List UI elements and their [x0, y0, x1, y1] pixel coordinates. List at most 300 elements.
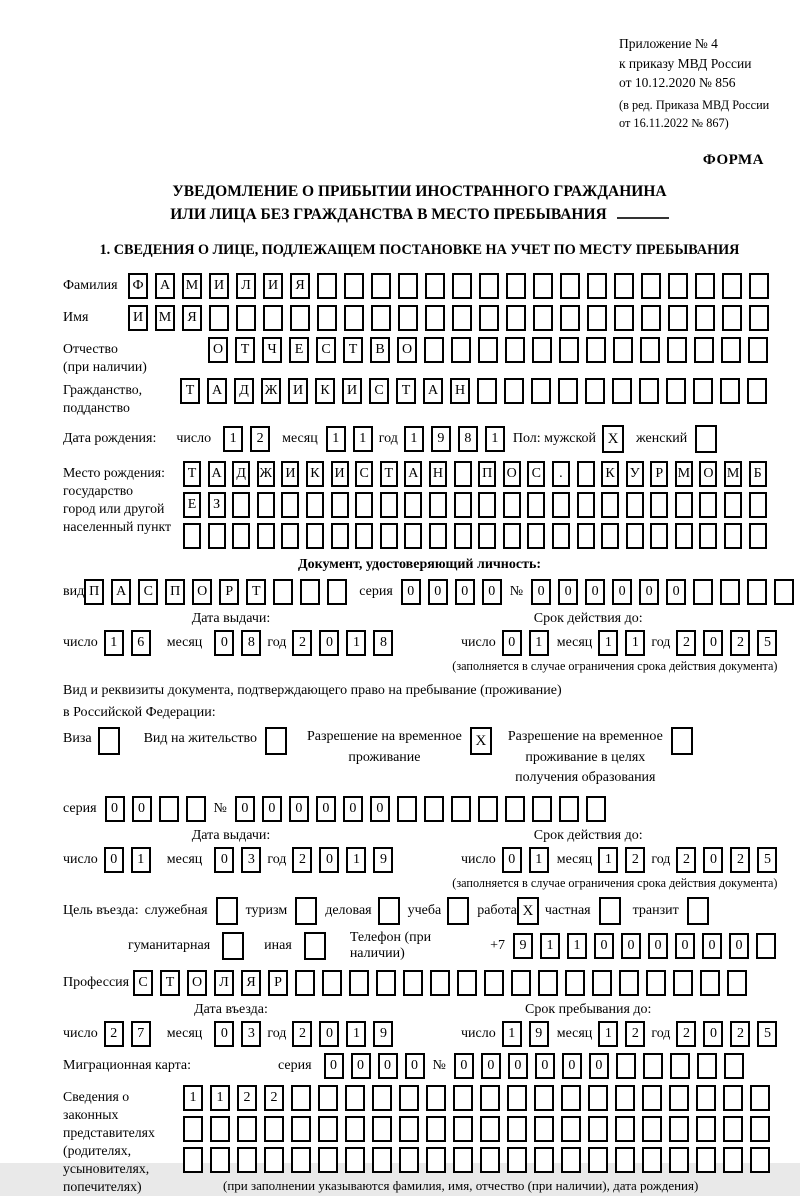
char-cell[interactable]	[640, 337, 660, 363]
char-cell[interactable]	[264, 1116, 284, 1142]
char-cell[interactable]: М	[724, 461, 742, 487]
char-cell[interactable]: А	[111, 579, 131, 605]
char-cell[interactable]: Д	[234, 378, 254, 404]
char-cell[interactable]	[720, 378, 740, 404]
char-cell[interactable]: А	[423, 378, 443, 404]
char-cell[interactable]	[527, 523, 545, 549]
char-cell[interactable]: 1	[353, 426, 373, 452]
char-cell[interactable]: 0	[639, 579, 659, 605]
checkbox-private[interactable]	[599, 897, 621, 925]
char-cell[interactable]	[561, 1085, 581, 1111]
char-cell[interactable]	[257, 492, 275, 518]
char-cell[interactable]	[588, 1085, 608, 1111]
char-cell[interactable]	[479, 305, 499, 331]
char-cell[interactable]: Т	[235, 337, 255, 363]
char-cell[interactable]: 0	[214, 1021, 234, 1047]
char-cell[interactable]	[355, 523, 373, 549]
char-cell[interactable]	[503, 523, 521, 549]
char-cell[interactable]: И	[342, 378, 362, 404]
char-cell[interactable]: 2	[676, 630, 696, 656]
char-cell[interactable]: 2	[625, 1021, 645, 1047]
char-cell[interactable]: С	[369, 378, 389, 404]
char-cell[interactable]: 1	[598, 630, 618, 656]
char-cell[interactable]	[747, 579, 767, 605]
char-cell[interactable]	[643, 1053, 663, 1079]
char-cell[interactable]: 9	[373, 847, 393, 873]
char-cell[interactable]	[615, 1147, 635, 1173]
char-cell[interactable]: 0	[319, 847, 339, 873]
char-cell[interactable]	[615, 1085, 635, 1111]
char-cell[interactable]	[380, 492, 398, 518]
char-cell[interactable]	[399, 1147, 419, 1173]
char-cell[interactable]: 2	[292, 1021, 312, 1047]
checkbox-study[interactable]	[447, 897, 469, 925]
char-cell[interactable]: 0	[703, 847, 723, 873]
char-cell[interactable]: 0	[343, 796, 363, 822]
char-cell[interactable]	[694, 337, 714, 363]
char-cell[interactable]: 0	[105, 796, 125, 822]
char-cell[interactable]: 8	[458, 426, 478, 452]
char-cell[interactable]: 7	[131, 1021, 151, 1047]
char-cell[interactable]	[183, 1147, 203, 1173]
char-cell[interactable]	[641, 305, 661, 331]
char-cell[interactable]: 1	[598, 847, 618, 873]
char-cell[interactable]: О	[208, 337, 228, 363]
char-cell[interactable]	[295, 970, 315, 996]
char-cell[interactable]	[404, 492, 422, 518]
char-cell[interactable]	[454, 461, 472, 487]
char-cell[interactable]	[318, 1116, 338, 1142]
char-cell[interactable]	[696, 1147, 716, 1173]
char-cell[interactable]	[641, 273, 661, 299]
char-cell[interactable]: 0	[428, 579, 448, 605]
char-cell[interactable]	[403, 970, 423, 996]
char-cell[interactable]: М	[155, 305, 175, 331]
char-cell[interactable]: 0	[214, 630, 234, 656]
char-cell[interactable]	[560, 273, 580, 299]
char-cell[interactable]: 0	[319, 630, 339, 656]
char-cell[interactable]	[587, 273, 607, 299]
char-cell[interactable]: Т	[160, 970, 180, 996]
char-cell[interactable]	[424, 337, 444, 363]
char-cell[interactable]	[559, 796, 579, 822]
char-cell[interactable]	[281, 492, 299, 518]
char-cell[interactable]	[533, 273, 553, 299]
char-cell[interactable]	[561, 1147, 581, 1173]
checkbox-official[interactable]	[216, 897, 238, 925]
char-cell[interactable]: 0	[502, 630, 522, 656]
char-cell[interactable]: О	[503, 461, 521, 487]
char-cell[interactable]	[290, 305, 310, 331]
checkbox-humanitarian[interactable]	[222, 932, 244, 960]
char-cell[interactable]: 0	[104, 847, 124, 873]
char-cell[interactable]: С	[355, 461, 373, 487]
char-cell[interactable]	[723, 1147, 743, 1173]
char-cell[interactable]	[588, 1116, 608, 1142]
char-cell[interactable]	[380, 523, 398, 549]
char-cell[interactable]	[399, 1116, 419, 1142]
char-cell[interactable]: 2	[676, 1021, 696, 1047]
char-cell[interactable]: У	[626, 461, 644, 487]
char-cell[interactable]: Л	[236, 273, 256, 299]
checkbox-other[interactable]	[304, 932, 326, 960]
char-cell[interactable]	[774, 579, 794, 605]
char-cell[interactable]	[673, 970, 693, 996]
char-cell[interactable]	[534, 1147, 554, 1173]
char-cell[interactable]	[723, 1085, 743, 1111]
char-cell[interactable]	[480, 1147, 500, 1173]
char-cell[interactable]	[208, 523, 226, 549]
char-cell[interactable]: О	[187, 970, 207, 996]
char-cell[interactable]	[371, 305, 391, 331]
char-cell[interactable]: 0	[594, 933, 614, 959]
char-cell[interactable]: 2	[730, 630, 750, 656]
char-cell[interactable]: 0	[235, 796, 255, 822]
char-cell[interactable]	[281, 523, 299, 549]
char-cell[interactable]	[675, 492, 693, 518]
char-cell[interactable]: 3	[241, 1021, 261, 1047]
char-cell[interactable]	[451, 337, 471, 363]
char-cell[interactable]	[263, 305, 283, 331]
char-cell[interactable]: 1	[540, 933, 560, 959]
char-cell[interactable]	[666, 378, 686, 404]
char-cell[interactable]: 0	[132, 796, 152, 822]
char-cell[interactable]	[559, 337, 579, 363]
char-cell[interactable]: Р	[650, 461, 668, 487]
char-cell[interactable]	[426, 1147, 446, 1173]
char-cell[interactable]: 0	[324, 1053, 344, 1079]
char-cell[interactable]	[612, 378, 632, 404]
char-cell[interactable]	[616, 1053, 636, 1079]
char-cell[interactable]: А	[155, 273, 175, 299]
char-cell[interactable]	[533, 305, 553, 331]
char-cell[interactable]	[453, 1147, 473, 1173]
char-cell[interactable]	[639, 378, 659, 404]
char-cell[interactable]	[720, 579, 740, 605]
char-cell[interactable]: 9	[373, 1021, 393, 1047]
char-cell[interactable]: И	[281, 461, 299, 487]
char-cell[interactable]	[291, 1116, 311, 1142]
char-cell[interactable]: 0	[378, 1053, 398, 1079]
char-cell[interactable]: .	[552, 461, 570, 487]
char-cell[interactable]: 9	[431, 426, 451, 452]
char-cell[interactable]: 2	[625, 847, 645, 873]
char-cell[interactable]	[722, 305, 742, 331]
char-cell[interactable]	[317, 305, 337, 331]
char-cell[interactable]: 2	[237, 1085, 257, 1111]
char-cell[interactable]	[667, 337, 687, 363]
char-cell[interactable]	[454, 492, 472, 518]
char-cell[interactable]	[697, 1053, 717, 1079]
char-cell[interactable]	[577, 523, 595, 549]
char-cell[interactable]	[331, 492, 349, 518]
char-cell[interactable]	[404, 523, 422, 549]
char-cell[interactable]	[670, 1053, 690, 1079]
char-cell[interactable]	[237, 1116, 257, 1142]
char-cell[interactable]	[479, 273, 499, 299]
char-cell[interactable]	[588, 1147, 608, 1173]
char-cell[interactable]: 1	[326, 426, 346, 452]
checkbox-temp-permit[interactable]: X	[470, 727, 492, 755]
char-cell[interactable]: 0	[401, 579, 421, 605]
char-cell[interactable]	[532, 337, 552, 363]
char-cell[interactable]: П	[165, 579, 185, 605]
char-cell[interactable]: 9	[513, 933, 533, 959]
char-cell[interactable]	[376, 970, 396, 996]
char-cell[interactable]: 0	[535, 1053, 555, 1079]
char-cell[interactable]: 0	[454, 1053, 474, 1079]
char-cell[interactable]	[186, 796, 206, 822]
char-cell[interactable]: 0	[589, 1053, 609, 1079]
char-cell[interactable]: 6	[131, 630, 151, 656]
char-cell[interactable]	[318, 1147, 338, 1173]
char-cell[interactable]: 0	[666, 579, 686, 605]
char-cell[interactable]: 1	[529, 630, 549, 656]
char-cell[interactable]	[507, 1085, 527, 1111]
char-cell[interactable]: 1	[346, 1021, 366, 1047]
char-cell[interactable]: 0	[531, 579, 551, 605]
char-cell[interactable]: 0	[558, 579, 578, 605]
char-cell[interactable]	[750, 1085, 770, 1111]
char-cell[interactable]: 2	[730, 1021, 750, 1047]
char-cell[interactable]: Д	[232, 461, 250, 487]
char-cell[interactable]: 0	[729, 933, 749, 959]
char-cell[interactable]	[183, 1116, 203, 1142]
char-cell[interactable]	[424, 796, 444, 822]
char-cell[interactable]: 1	[346, 630, 366, 656]
char-cell[interactable]	[451, 796, 471, 822]
char-cell[interactable]: 5	[757, 847, 777, 873]
checkbox-residence-permit[interactable]	[265, 727, 287, 755]
char-cell[interactable]	[426, 1085, 446, 1111]
char-cell[interactable]	[696, 1085, 716, 1111]
char-cell[interactable]	[565, 970, 585, 996]
checkbox-male[interactable]: X	[602, 425, 624, 453]
char-cell[interactable]: 0	[481, 1053, 501, 1079]
char-cell[interactable]	[430, 970, 450, 996]
char-cell[interactable]: 1	[567, 933, 587, 959]
char-cell[interactable]	[345, 1116, 365, 1142]
char-cell[interactable]	[453, 1116, 473, 1142]
char-cell[interactable]	[722, 273, 742, 299]
char-cell[interactable]	[480, 1116, 500, 1142]
char-cell[interactable]: 1	[223, 426, 243, 452]
char-cell[interactable]	[538, 970, 558, 996]
char-cell[interactable]	[614, 305, 634, 331]
char-cell[interactable]	[601, 492, 619, 518]
char-cell[interactable]	[534, 1116, 554, 1142]
char-cell[interactable]: И	[331, 461, 349, 487]
char-cell[interactable]: Т	[246, 579, 266, 605]
char-cell[interactable]	[724, 523, 742, 549]
char-cell[interactable]	[372, 1116, 392, 1142]
char-cell[interactable]: 0	[621, 933, 641, 959]
char-cell[interactable]: 0	[562, 1053, 582, 1079]
char-cell[interactable]	[210, 1116, 230, 1142]
char-cell[interactable]	[650, 492, 668, 518]
char-cell[interactable]: 3	[241, 847, 261, 873]
char-cell[interactable]	[586, 796, 606, 822]
char-cell[interactable]	[642, 1085, 662, 1111]
char-cell[interactable]: З	[208, 492, 226, 518]
char-cell[interactable]	[484, 970, 504, 996]
char-cell[interactable]	[626, 492, 644, 518]
char-cell[interactable]	[505, 337, 525, 363]
char-cell[interactable]	[317, 273, 337, 299]
char-cell[interactable]: Ч	[262, 337, 282, 363]
char-cell[interactable]	[478, 523, 496, 549]
char-cell[interactable]: Ж	[261, 378, 281, 404]
char-cell[interactable]	[371, 273, 391, 299]
char-cell[interactable]	[532, 796, 552, 822]
char-cell[interactable]	[209, 305, 229, 331]
char-cell[interactable]: 2	[104, 1021, 124, 1047]
char-cell[interactable]: 0	[262, 796, 282, 822]
char-cell[interactable]	[159, 796, 179, 822]
char-cell[interactable]: 2	[730, 847, 750, 873]
char-cell[interactable]	[558, 378, 578, 404]
char-cell[interactable]	[452, 273, 472, 299]
char-cell[interactable]	[723, 1116, 743, 1142]
char-cell[interactable]	[642, 1116, 662, 1142]
char-cell[interactable]	[478, 796, 498, 822]
char-cell[interactable]: Я	[182, 305, 202, 331]
char-cell[interactable]: С	[133, 970, 153, 996]
char-cell[interactable]: К	[306, 461, 324, 487]
char-cell[interactable]: Я	[290, 273, 310, 299]
char-cell[interactable]: С	[527, 461, 545, 487]
char-cell[interactable]: 1	[346, 847, 366, 873]
char-cell[interactable]: Т	[380, 461, 398, 487]
char-cell[interactable]	[695, 305, 715, 331]
char-cell[interactable]: 0	[612, 579, 632, 605]
char-cell[interactable]	[426, 1116, 446, 1142]
char-cell[interactable]: 1	[502, 1021, 522, 1047]
char-cell[interactable]: К	[315, 378, 335, 404]
char-cell[interactable]: О	[397, 337, 417, 363]
char-cell[interactable]: Р	[268, 970, 288, 996]
char-cell[interactable]	[398, 273, 418, 299]
char-cell[interactable]	[750, 1147, 770, 1173]
char-cell[interactable]	[425, 273, 445, 299]
char-cell[interactable]	[695, 273, 715, 299]
char-cell[interactable]: 0	[482, 579, 502, 605]
char-cell[interactable]	[531, 378, 551, 404]
char-cell[interactable]	[601, 523, 619, 549]
char-cell[interactable]	[505, 796, 525, 822]
char-cell[interactable]	[300, 579, 320, 605]
char-cell[interactable]	[478, 337, 498, 363]
char-cell[interactable]	[749, 273, 769, 299]
char-cell[interactable]: 0	[703, 630, 723, 656]
char-cell[interactable]	[527, 492, 545, 518]
checkbox-transit[interactable]	[687, 897, 709, 925]
char-cell[interactable]: Т	[183, 461, 201, 487]
char-cell[interactable]	[257, 523, 275, 549]
char-cell[interactable]	[585, 378, 605, 404]
char-cell[interactable]	[331, 523, 349, 549]
char-cell[interactable]	[429, 492, 447, 518]
char-cell[interactable]	[210, 1147, 230, 1173]
char-cell[interactable]: 1	[210, 1085, 230, 1111]
char-cell[interactable]	[613, 337, 633, 363]
char-cell[interactable]: 0	[351, 1053, 371, 1079]
char-cell[interactable]	[619, 970, 639, 996]
char-cell[interactable]: 0	[502, 847, 522, 873]
char-cell[interactable]: Е	[289, 337, 309, 363]
char-cell[interactable]: А	[207, 378, 227, 404]
char-cell[interactable]	[506, 273, 526, 299]
char-cell[interactable]: Ж	[257, 461, 275, 487]
char-cell[interactable]	[306, 492, 324, 518]
char-cell[interactable]: 2	[292, 847, 312, 873]
char-cell[interactable]	[372, 1085, 392, 1111]
char-cell[interactable]	[577, 461, 595, 487]
char-cell[interactable]	[669, 1116, 689, 1142]
char-cell[interactable]: 0	[702, 933, 722, 959]
char-cell[interactable]	[236, 305, 256, 331]
char-cell[interactable]: 2	[250, 426, 270, 452]
char-cell[interactable]: Т	[396, 378, 416, 404]
char-cell[interactable]: В	[370, 337, 390, 363]
char-cell[interactable]: 5	[757, 630, 777, 656]
char-cell[interactable]: Б	[749, 461, 767, 487]
char-cell[interactable]: П	[84, 579, 104, 605]
char-cell[interactable]	[425, 305, 445, 331]
char-cell[interactable]: 2	[292, 630, 312, 656]
char-cell[interactable]	[327, 579, 347, 605]
char-cell[interactable]: 0	[214, 847, 234, 873]
char-cell[interactable]: И	[288, 378, 308, 404]
char-cell[interactable]: 0	[316, 796, 336, 822]
char-cell[interactable]	[561, 1116, 581, 1142]
char-cell[interactable]	[560, 305, 580, 331]
char-cell[interactable]: 8	[241, 630, 261, 656]
char-cell[interactable]: 0	[585, 579, 605, 605]
char-cell[interactable]: 1	[183, 1085, 203, 1111]
char-cell[interactable]	[675, 523, 693, 549]
checkbox-tourism[interactable]	[295, 897, 317, 925]
char-cell[interactable]	[399, 1085, 419, 1111]
char-cell[interactable]	[344, 305, 364, 331]
char-cell[interactable]: 8	[373, 630, 393, 656]
char-cell[interactable]: 1	[598, 1021, 618, 1047]
char-cell[interactable]	[507, 1147, 527, 1173]
char-cell[interactable]: 1	[529, 847, 549, 873]
char-cell[interactable]	[534, 1085, 554, 1111]
char-cell[interactable]	[699, 492, 717, 518]
char-cell[interactable]	[398, 305, 418, 331]
char-cell[interactable]	[478, 492, 496, 518]
checkbox-business[interactable]	[378, 897, 400, 925]
char-cell[interactable]: И	[263, 273, 283, 299]
char-cell[interactable]: 0	[648, 933, 668, 959]
char-cell[interactable]: 0	[703, 1021, 723, 1047]
char-cell[interactable]: 5	[757, 1021, 777, 1047]
char-cell[interactable]	[344, 273, 364, 299]
char-cell[interactable]: П	[478, 461, 496, 487]
char-cell[interactable]	[750, 1116, 770, 1142]
char-cell[interactable]	[291, 1085, 311, 1111]
char-cell[interactable]	[504, 378, 524, 404]
char-cell[interactable]	[592, 970, 612, 996]
char-cell[interactable]	[397, 796, 417, 822]
char-cell[interactable]	[318, 1085, 338, 1111]
char-cell[interactable]	[668, 273, 688, 299]
char-cell[interactable]	[506, 305, 526, 331]
char-cell[interactable]	[322, 970, 342, 996]
char-cell[interactable]	[457, 970, 477, 996]
